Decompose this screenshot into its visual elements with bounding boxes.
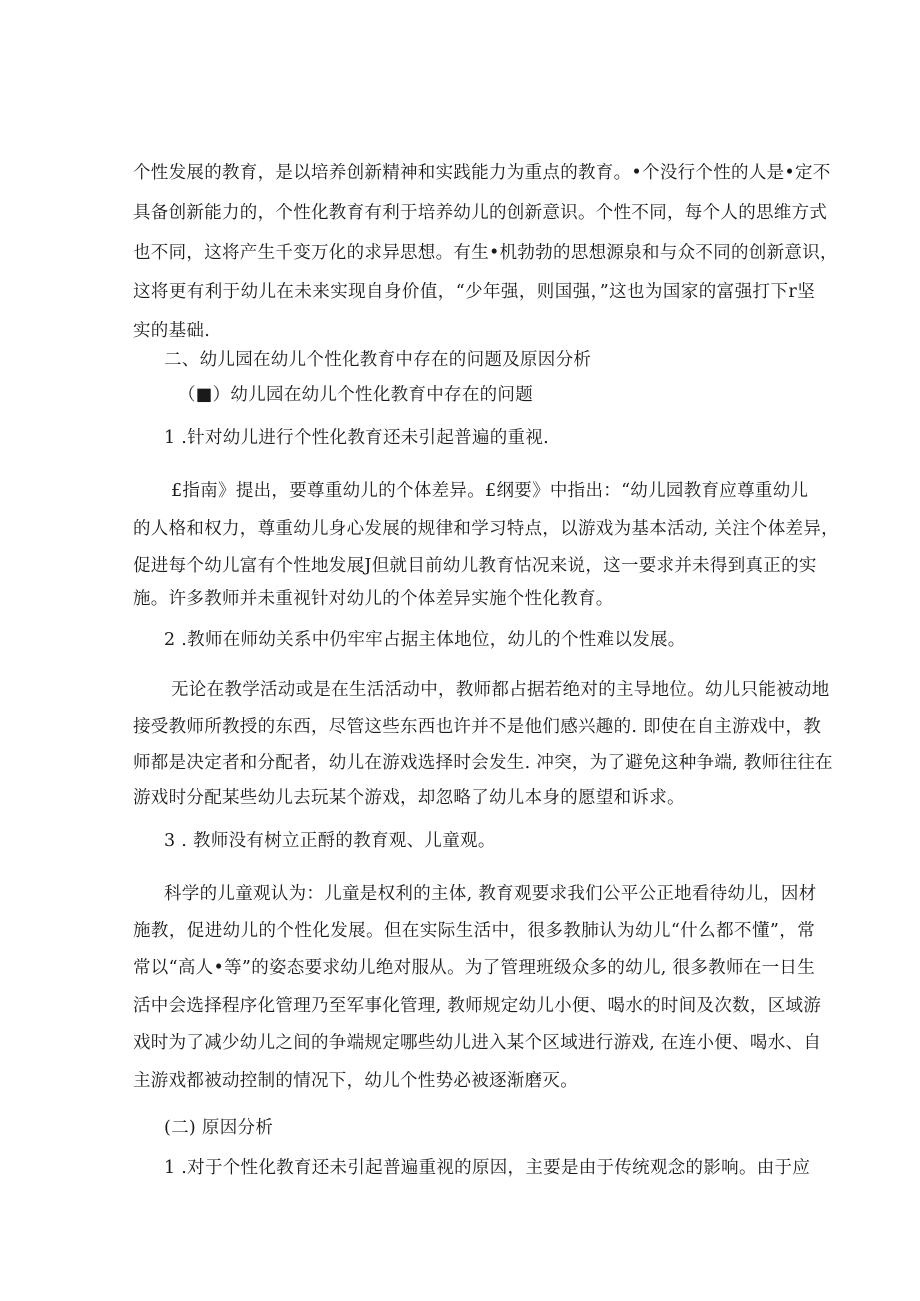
paragraph-line: 的人格和权力，尊重幼儿身心发展的规律和学习特点，以游戏为基本活动, 关注个体差异，	[133, 519, 839, 539]
paragraph-line: 科学的儿童观认为：儿童是权利的主体, 教育观要求我们公平公正地看待幼儿，因材	[164, 884, 817, 904]
paragraph-line: 常以“高人•等”的姿态要求幼儿绝对服从。为了管理班级众多的幼儿, 很多教师在一日生	[133, 958, 815, 978]
paragraph-line: 主游戏都被动控制的情况下，幼儿个性势必被逐渐磨灭。	[133, 1071, 578, 1091]
paragraph-line: 施教，促进幼儿的个性化发展。但在实际生活中，很多教肺认为幼儿“什么都不懂”，常	[133, 921, 815, 941]
paragraph-line: 无论在教学活动或是在生活活动中，教师都占据若绝对的主导地位。幼儿只能被动地	[171, 680, 830, 700]
paragraph-line: 戏时为了减少幼儿之间的争端规定哪些幼儿进入某个区域进行游戏, 在连小便、喝水、自	[133, 1033, 822, 1053]
paragraph-line: 实的基础.	[133, 321, 211, 341]
paragraph-line: 个性发展的教育，是以培养创新精神和实践能力为重点的教育。•个没行个性的人是•定不	[133, 163, 831, 183]
subsection-heading: (二) 原因分析	[164, 1118, 274, 1138]
paragraph-line: 师都是决定者和分配者，幼儿在游戏选择时会发生. 冲突，为了避免这种争端, 教师往往在	[133, 753, 833, 773]
paragraph-line: 促进每个幼儿富有个性地发展J但就目前幼儿教育怙况来说，这一要求并未得到真正的实	[133, 556, 817, 576]
section-heading: 二、幼儿园在幼儿个性化教育中存在的问题及原因分析	[164, 350, 592, 370]
list-item-heading: 1 .对于个性化教育还未引起普遍重视的原因，主要是由于传统观念的影响。由于应	[164, 1158, 811, 1178]
paragraph-line: 这将更有利于幼儿在未来实现自身价值，“少年强，则国强，”这也为国家的富强打下r坚	[133, 282, 815, 302]
paragraph-line: 具备创新能力的，个性化教育有利于培养幼儿的创新意识。个性不同，每个人的思维方式	[133, 203, 828, 223]
paragraph-line: 游戏时分配某些幼儿去玩某个游戏，却忽略了幼儿本身的愿望和诉求。	[133, 788, 685, 808]
list-item-heading: 2 .教师在师幼关系中仍牢牢占据主体地位，幼儿的个性难以发展。	[164, 630, 686, 650]
paragraph-line: 活中会选择程序化管理乃至军事化管理, 教师规定幼儿小便、喝水的时间及次数，区域游	[133, 996, 822, 1016]
paragraph-line: £指南》提出，要尊重幼儿的个体差异。£纲要》中指出：“幼儿园教育应尊重幼儿	[171, 481, 809, 501]
subsection-heading: （■）幼儿园在幼儿个性化教育中存在的问题	[178, 385, 534, 405]
list-item-heading: 3 . 教师没有树立正酹的教育观、儿童观。	[164, 831, 496, 851]
paragraph-line: 也不同，这将产生千变万化的求异思想。有生•机勃勃的思想源泉和与众不同的创新意识，	[133, 243, 838, 263]
paragraph-line: 施。许多教师并未重视针对幼儿的个体差异实施个性化教育。	[133, 589, 614, 609]
list-item-heading: 1 .针对幼儿进行个性化教育还未引起普遍的重视.	[164, 428, 550, 448]
paragraph-line: 接受教师所教授的东西，尽管这些东西也许并不是他们感兴趣的. 即使在自主游戏中，教	[133, 717, 822, 737]
